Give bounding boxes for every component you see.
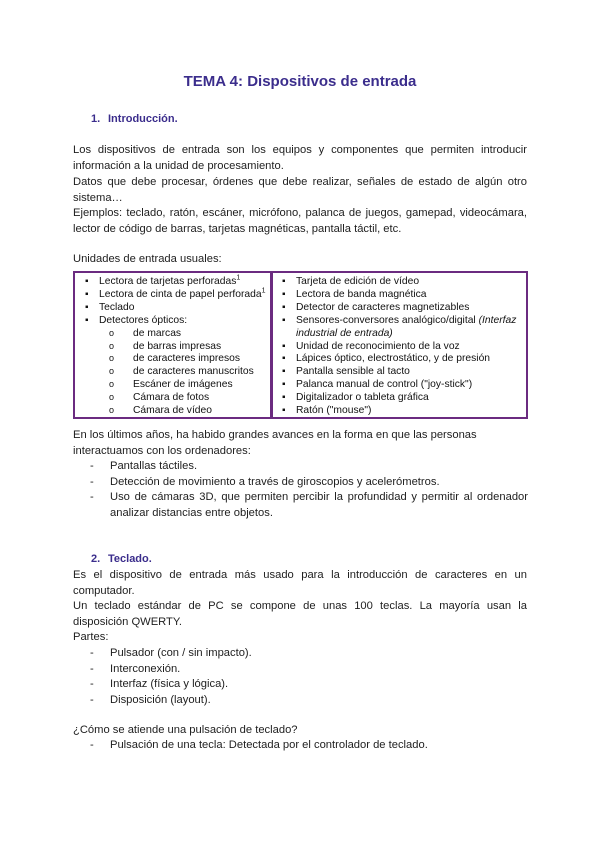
list-item: - Interfaz (física y lógica). (90, 677, 528, 693)
section-number: 1. (91, 113, 101, 125)
section-number: 2. (91, 553, 101, 565)
section-title: Teclado. (108, 553, 152, 565)
parts-list (90, 646, 528, 708)
section-heading-introduccion (91, 113, 178, 125)
table-right-column (282, 276, 522, 418)
list-item: - Pantallas táctiles. (90, 459, 528, 475)
table-item: ▪ Ratón ("mouse") (282, 405, 522, 418)
intro-paragraph-1: Los dispositivos de entrada son los equipos y componentes que permiten introducir información a la unidad de procesamiento. (73, 144, 527, 172)
section-title: Introducción. (108, 113, 178, 125)
keyboard-paragraph-2: Un teclado estándar de PC se compone de unas 100 teclas. La mayoría usan la disposición QWERTY. (73, 600, 527, 628)
table-item: ▪ Pantalla sensible al tacto (282, 366, 522, 379)
table-item: ▪ Unidad de reconocimiento de la voz (282, 341, 522, 354)
table-item: ▪ Detector de caracteres magnetizables (282, 302, 522, 315)
parts-label: Partes: (73, 631, 109, 643)
list-item: - Uso de cámaras 3D, que permiten percibir la profundidad y permitir al ordenador analizar distancias entre objetos. (90, 490, 528, 521)
table-subitem: o Cámara de vídeo (85, 405, 267, 418)
table-subitem: o de caracteres manuscritos (85, 366, 267, 379)
table-left-column (85, 276, 267, 418)
table-subitem: o Escáner de imágenes (85, 379, 267, 392)
table-item: ▪ Detectores ópticos: (85, 315, 267, 328)
input-units-table (73, 271, 528, 419)
table-item: ▪ Lectora de banda magnética (282, 289, 522, 302)
list-item: - Pulsación de una tecla: Detectada por el controlador de teclado. (90, 738, 528, 754)
list-item: - Detección de movimiento a través de giroscopios y acelerómetros. (90, 475, 528, 491)
advances-paragraph: En los últimos años, ha habido grandes avances en la forma en que las personas interactuamos con los ordenadores: (73, 429, 477, 457)
table-divider (270, 273, 273, 417)
table-item: ▪ Lectora de tarjetas perforadas$^1$ (85, 276, 267, 289)
table-item: ▪ Teclado (85, 302, 267, 315)
list-item: - Disposición (layout). (90, 693, 528, 709)
table-item: ▪ Digitalizador o tableta gráfica (282, 392, 522, 405)
section-heading-teclado (91, 553, 152, 565)
table-item: ▪ Sensores-conversores analógico/digital (Interfaz (282, 315, 522, 328)
keyboard-paragraph-1: Es el dispositivo de entrada más usado para la introducción de caracteres en un computador. (73, 569, 527, 597)
table-caption: Unidades de entrada usuales: (73, 253, 222, 265)
table-subitem: o Cámara de fotos (85, 392, 267, 405)
table-item: ▪ Lectora de cinta de papel perforada$^1$ (85, 289, 267, 302)
table-item-continuation: industrial de entrada) (296, 327, 393, 339)
intro-paragraph-3: Ejemplos: teclado, ratón, escáner, micrófono, palanca de juegos, gamepad, videocámara, lector de código de barras, tarjetas magnéticas, pantalla táctil, etc. (73, 207, 527, 235)
keypress-question: ¿Cómo se atiende una pulsación de teclado? (73, 724, 298, 736)
table-item: ▪ Tarjeta de edición de vídeo (282, 276, 522, 289)
table-item: ▪ Palanca manual de control ("joy-stick") (282, 379, 522, 392)
table-subitem: o de marcas (85, 328, 267, 341)
table-subitem: o de caracteres impresos (85, 353, 267, 366)
table-subitem: o de barras impresas (85, 341, 267, 354)
table-item: ▪ Lápices óptico, electrostático, y de presión (282, 353, 522, 366)
list-item: - Interconexión. (90, 662, 528, 678)
intro-paragraph-2: Datos que debe procesar, órdenes que debe realizar, señales de estado de algún otro sistema… (73, 176, 527, 204)
page-title: TEMA 4: Dispositivos de entrada (183, 73, 417, 90)
advances-list (90, 459, 528, 521)
list-item: - Pulsador (con / sin impacto). (90, 646, 528, 662)
keypress-steps-list (90, 738, 528, 754)
